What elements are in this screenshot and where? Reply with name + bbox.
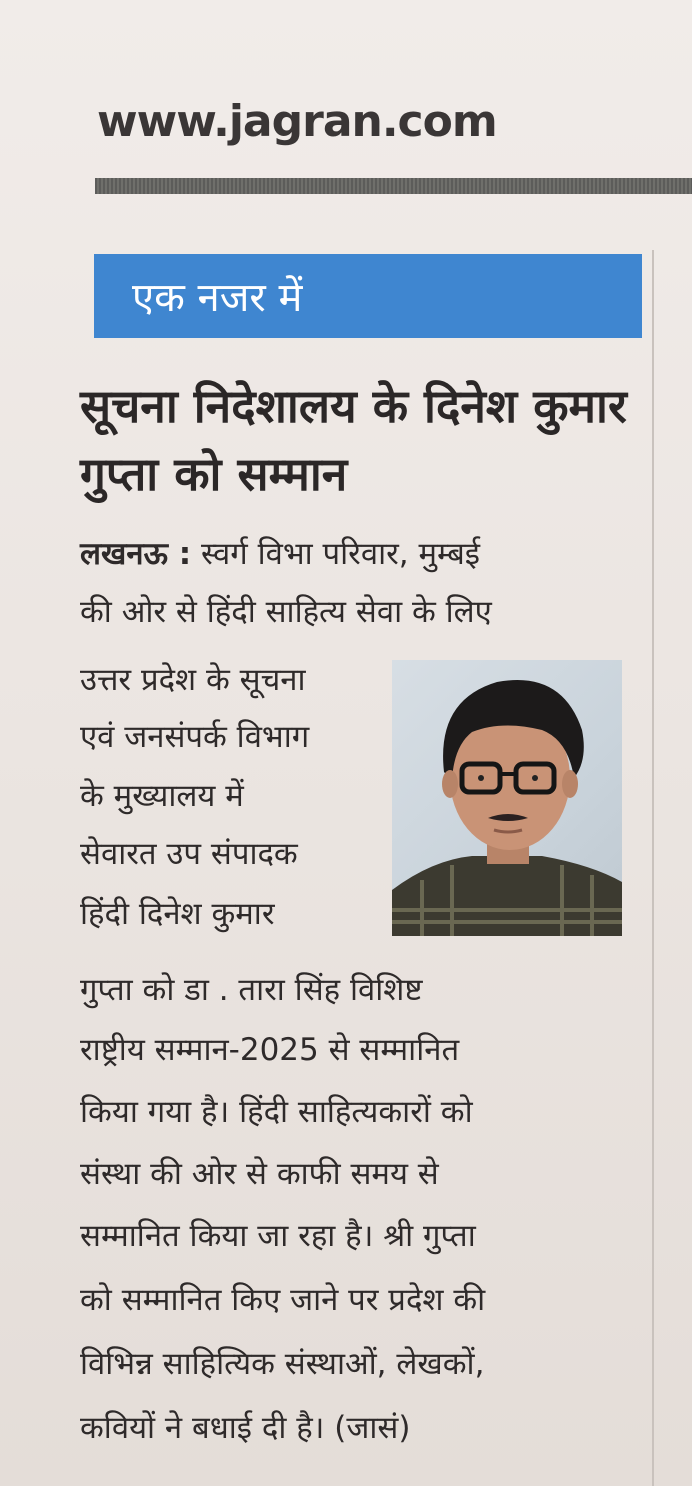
article-line-7: हिंदी दिनेश कुमार bbox=[80, 896, 275, 932]
article-line-5: के मुख्यालय में bbox=[80, 778, 244, 814]
article-line-10: किया गया है। हिंदी साहित्यकारों को bbox=[80, 1094, 473, 1130]
article-line-14: विभिन्न साहित्यिक संस्थाओं, लेखकों, bbox=[80, 1346, 485, 1382]
article-line-9: राष्ट्रीय सम्मान-2025 से सम्मानित bbox=[80, 1032, 460, 1068]
portrait-photo bbox=[392, 660, 622, 936]
article-headline: सूचना निदेशालय के दिनेश कुमार गुप्ता को सम्मान bbox=[80, 379, 627, 501]
column-divider bbox=[652, 250, 654, 1486]
site-url: www.jagran.com bbox=[97, 96, 497, 147]
person-portrait-icon bbox=[392, 660, 622, 936]
dateline: लखनऊ : bbox=[80, 536, 192, 572]
article-line-1: लखनऊ : स्वर्ग विभा परिवार, मुम्बई bbox=[80, 536, 481, 572]
article-line-4: एवं जनसंपर्क विभाग bbox=[80, 719, 310, 755]
article-line-8: गुप्ता को डा . तारा सिंह विशिष्ट bbox=[80, 972, 423, 1008]
section-banner-label: एक नजर में bbox=[132, 275, 303, 321]
article-line-15: कवियों ने बधाई दी है। (जासं) bbox=[80, 1410, 411, 1446]
article-line-6: सेवारत उप संपादक bbox=[80, 836, 298, 872]
section-banner bbox=[94, 254, 642, 338]
header-rule bbox=[95, 178, 692, 194]
article-line-13: को सम्मानित किए जाने पर प्रदेश की bbox=[80, 1282, 486, 1318]
article-line-2: की ओर से हिंदी साहित्य सेवा के लिए bbox=[80, 594, 492, 630]
article-line-11: संस्था की ओर से काफी समय से bbox=[80, 1156, 439, 1192]
article-line-12: सम्मानित किया जा रहा है। श्री गुप्ता bbox=[80, 1218, 476, 1254]
article-line-3: उत्तर प्रदेश के सूचना bbox=[80, 662, 306, 698]
